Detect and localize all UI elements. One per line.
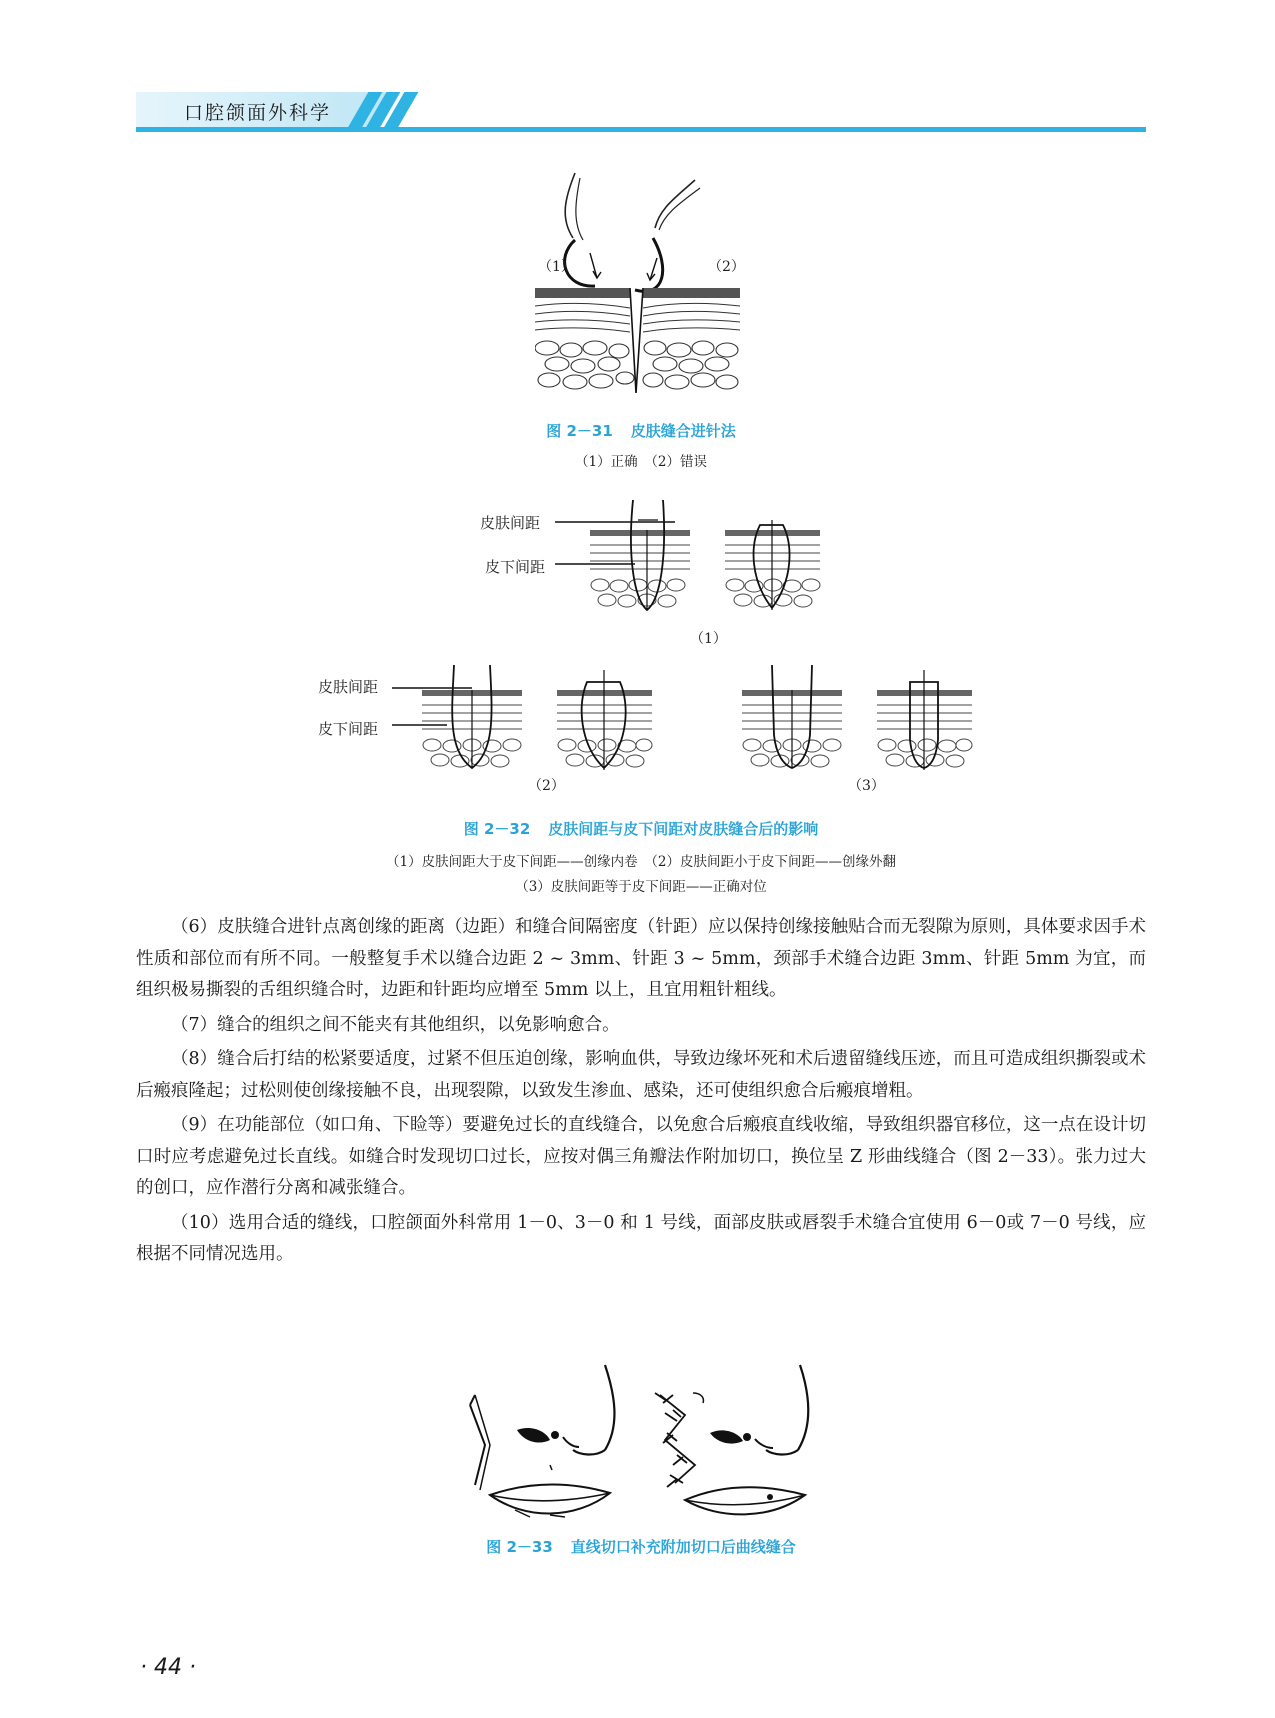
figure-number: 图 2－32 bbox=[463, 820, 531, 838]
running-header bbox=[136, 92, 1146, 134]
figure-2-32-panel-3-label: （3） bbox=[848, 778, 885, 794]
figure-2-31-caption bbox=[136, 420, 1146, 441]
page-number: · 44 · bbox=[140, 1655, 196, 1680]
figure-title: 直线切口补充附加切口后曲线缝合 bbox=[570, 1538, 796, 1556]
figure-2-32-panel-2-label: （2） bbox=[528, 778, 565, 794]
figure-2-31-label-2: （2） bbox=[708, 259, 745, 275]
figure-2-31-subcaption: （1）正确 （2）错误 bbox=[575, 454, 707, 470]
figure-2-32-caption bbox=[136, 818, 1146, 839]
figure-2-32-panel-2-illustration bbox=[392, 660, 682, 780]
skin-distance-label: 皮肤间距 bbox=[318, 678, 379, 696]
body-text bbox=[136, 912, 1146, 1274]
figure-2-32-panel-1-illustration bbox=[555, 500, 825, 625]
figure-2-31-label-1: （1） bbox=[538, 259, 575, 275]
figure-title: 皮肤间距与皮下间距对皮肤缝合后的影响 bbox=[548, 820, 819, 838]
figure-2-31-illustration bbox=[535, 168, 740, 398]
figure-2-33-illustration bbox=[455, 1355, 825, 1525]
paragraph: （6）皮肤缝合进针点离创缘的距离（边距）和缝合间隔密度（针距）应以保持创缘接触贴合而无裂隙为原则，具体要求因手术性质和部位而有所不同。一般整复手术以缝合边距 2 ~ 3mm、针距 3 ~ 5mm，颈部手术缝合边距 3mm、针距 5mm 为宜，而组织极易撕裂的舌组织缝合时，边距和针距均应增至 5mm 以上，且宜用粗针粗线。 bbox=[136, 917, 1146, 1000]
book-title: 口腔颌面外科学 bbox=[184, 102, 332, 124]
figure-title: 皮肤缝合进针法 bbox=[630, 422, 736, 440]
subcutaneous-distance-label: 皮下间距 bbox=[485, 558, 546, 576]
figure-2-32-subcaption-line-1: （1）皮肤间距大于皮下间距——创缘内卷 （2）皮肤间距小于皮下间距——创缘外翻 bbox=[386, 854, 896, 870]
paragraph: （9）在功能部位（如口角、下睑等）要避免过长的直线缝合，以免愈合后瘢痕直线收缩，导致组织器官移位，这一点在设计切口时应考虑避免过长直线。如缝合时发现切口过长，应按对偶三角瓣法作附加切口，换位呈 Z 形曲线缝合（图 2－33）。张力过大的创口，应作潜行分离和减张缝合。 bbox=[136, 1115, 1146, 1198]
subcutaneous-distance-label: 皮下间距 bbox=[318, 720, 379, 738]
figure-2-33-caption bbox=[136, 1536, 1146, 1557]
figure-2-32-subcaption-line-2: （3）皮肤间距等于皮下间距——正确对位 bbox=[515, 879, 767, 895]
figure-2-32-panel-1-label: （1） bbox=[690, 631, 727, 647]
figure-number: 图 2－33 bbox=[486, 1538, 553, 1556]
paragraph: （8）缝合后打结的松紧要适度，过紧不但压迫创缘，影响血供，导致边缘坏死和术后遗留缝线压迹，而且可造成组织撕裂或术后瘢痕隆起；过松则使创缘接触不良，出现裂隙，以致发生渗血、感染，还可使组织愈合后瘢痕增粗。 bbox=[136, 1049, 1146, 1101]
paragraph: （10）选用合适的缝线，口腔颌面外科常用 1－0、3－0 和 1 号线，面部皮肤或唇裂手术缝合宜使用 6－0或 7－0 号线，应根据不同情况选用。 bbox=[136, 1212, 1146, 1264]
paragraph: （7）缝合的组织之间不能夹有其他组织，以免影响愈合。 bbox=[171, 1014, 620, 1035]
figure-2-32-panel-3-illustration bbox=[742, 660, 977, 780]
skin-distance-label: 皮肤间距 bbox=[480, 514, 541, 532]
header-rule bbox=[136, 127, 1146, 132]
figure-number: 图 2－31 bbox=[546, 422, 613, 440]
